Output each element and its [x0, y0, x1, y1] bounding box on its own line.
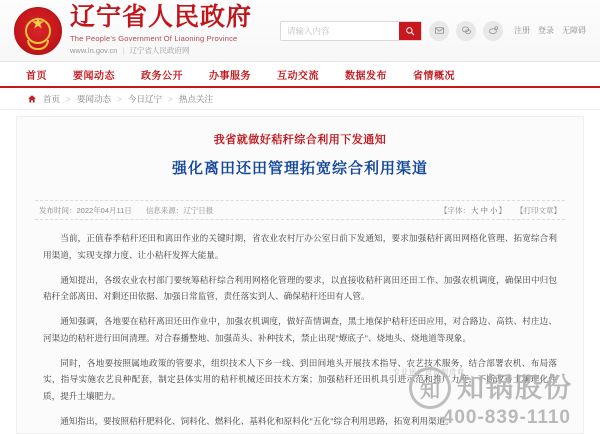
font-size-medium[interactable]: 中: [480, 205, 488, 215]
home-icon[interactable]: [26, 93, 37, 104]
breadcrumb-item-news[interactable]: 要闻动态: [76, 93, 111, 104]
nav-item-services[interactable]: 办事服务: [209, 70, 251, 82]
print-button[interactable]: 【打印文章】: [516, 205, 561, 215]
breadcrumb-separator-2: >: [117, 93, 122, 104]
search-box[interactable]: [280, 21, 422, 41]
article-header: [17, 117, 583, 188]
search-button[interactable]: [399, 22, 421, 40]
article-paragraph: 通知指出，要按照秸秆肥料化、饲料化、燃料化、基料化和原料化"五化"综合利用思路，拓宽利用渠道。: [60, 415, 454, 426]
nav-item-govopen[interactable]: 政务公开: [141, 70, 183, 82]
source: [146, 205, 214, 216]
site-url-line: [70, 45, 252, 56]
nav-item-home[interactable]: 首页: [26, 70, 47, 82]
site-title-en: The People's Government Of Liaoning Province: [70, 34, 238, 44]
article-card: [16, 116, 584, 434]
weibo-icon[interactable]: [483, 21, 503, 41]
link-login[interactable]: 登录: [538, 26, 554, 35]
breadcrumb-item-home[interactable]: 首页: [43, 93, 61, 104]
breadcrumb: [0, 88, 600, 110]
site-url-separator: |: [122, 46, 125, 56]
article-paragraph: 当前，正值春季秸秆还田和离田作业的关键时期，省农业农村厅办公室日前下发通知，要求加强秸秆离田网格化管理、拓宽综合利用渠道，实现支撑力度、让小秸秆发挥大能量。: [43, 233, 557, 260]
meta-actions: [440, 205, 561, 216]
font-size-label: 【字体：: [440, 205, 470, 215]
site-identity: [70, 5, 252, 56]
font-size-control: [440, 205, 506, 216]
source-value: 辽宁日报: [183, 205, 214, 215]
header-tools: [280, 21, 586, 41]
main-nav: [0, 62, 600, 88]
nav-item-interaction[interactable]: 互动交流: [277, 70, 319, 82]
article-paragraph: 通知提出，各级农业农村部门要统筹秸秆综合利用网格化管理的要求，以直接收秸秆离田还田工作、加强农机调度，确保田中归包秸秆全部离田、对剩还田依据、加强日常监管，责任落实到人、确保秸秆还田有人管。: [43, 274, 557, 302]
nav-item-data[interactable]: 数据发布: [345, 70, 387, 82]
search-icon: [405, 26, 415, 36]
wechat-icon[interactable]: [456, 21, 476, 41]
font-size-close: 】: [498, 205, 506, 215]
breadcrumb-separator-1: >: [66, 93, 71, 104]
watermark-brand: 知锅股份: [457, 372, 573, 403]
article-title: 强化离田还田管理拓宽综合利用渠道: [171, 161, 428, 177]
article-meta: [35, 200, 565, 220]
breadcrumb-item-today[interactable]: 今日辽宁: [127, 93, 162, 104]
watermark-tagline: 专业锅炉设备制造商: [393, 369, 465, 376]
site-title: 辽宁省人民政府: [70, 3, 253, 31]
header-links: [514, 25, 586, 36]
watermark-phone: 400-839-1110: [442, 407, 571, 428]
article-paragraph: 通知强调，各地要在秸秆离田还田作业中，加强农机调度，做好苗情调查，黑土地保护秸秆还田应用，对合路边、高铁、村庄边、河渠边的秸秆进行田间清理。对合春播整地、加强苗头、补种技术，禁止出现"燎底子"、烧地头、烧地道等现象。: [43, 316, 557, 343]
nav-item-news[interactable]: 要闻动态: [73, 70, 115, 82]
breadcrumb-separator-3: >: [167, 93, 173, 104]
link-accessibility[interactable]: 无障碍: [562, 26, 586, 35]
mail-icon[interactable]: [429, 21, 449, 41]
article-body: [17, 220, 583, 430]
breadcrumb-item-hot[interactable]: 热点关注: [178, 93, 213, 104]
source-label: 信息来源：: [145, 205, 184, 215]
nav-item-province[interactable]: 省情概况: [413, 70, 455, 82]
link-register[interactable]: 注册: [514, 26, 530, 35]
article-kicker: 我省就做好秸秆综合利用下发通知: [213, 134, 387, 146]
national-emblem-icon: ★: [14, 7, 62, 55]
publish-time: [39, 205, 132, 216]
site-header: [0, 0, 600, 62]
search-input[interactable]: [281, 22, 399, 40]
font-size-small[interactable]: 小: [490, 205, 498, 215]
site-url: www.ln.gov.cn: [70, 46, 118, 56]
publish-time-value: 2022年04月11日: [76, 205, 132, 215]
font-size-large[interactable]: 大: [471, 205, 479, 215]
article-paragraph: 同时，各地要按照属地政策的管要求，组织技术人下乡一线、到田间地头开展技术指导、农艺技术服务，结合部署农机、布局落实，指导实施农艺良种配套，制定县体实用的秸秆机械还田技术方案；加强秸秆还田机具引进示范和推广力度，不断改善土壤理化性质，提升土壤肥力。: [43, 357, 557, 401]
publish-time-label: 发布时间：: [39, 205, 77, 215]
site-url-label: 辽宁省人民政府网: [129, 46, 190, 56]
watermark-mark-icon: 知: [409, 367, 451, 409]
